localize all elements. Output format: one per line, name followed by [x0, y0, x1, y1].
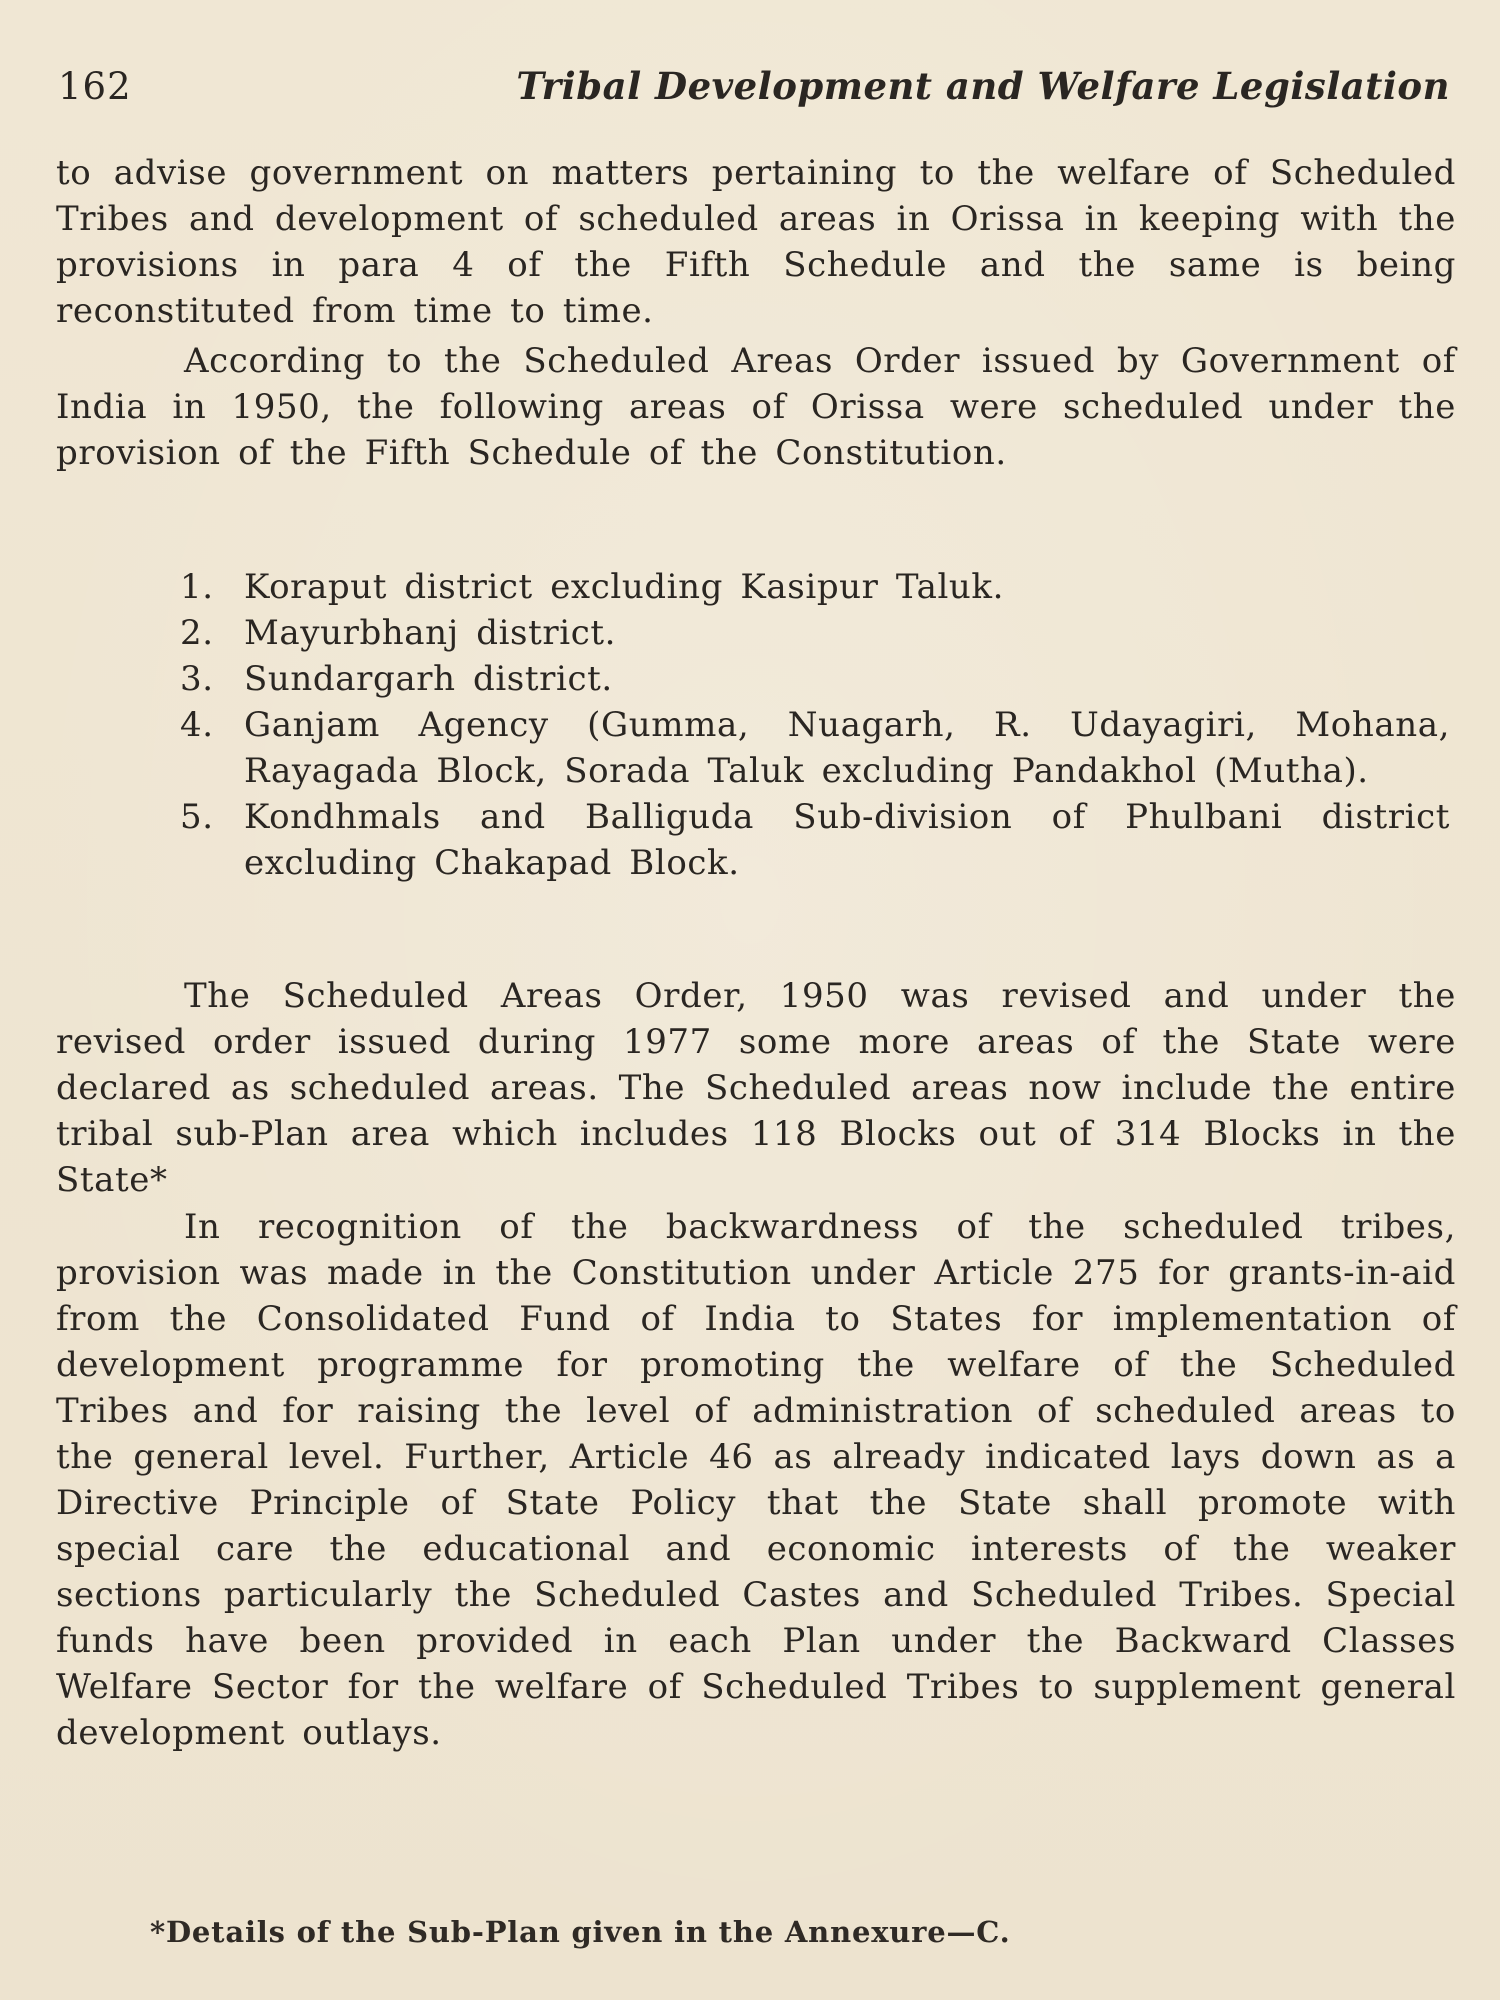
list-item — [180, 564, 1450, 610]
paragraph-scheduled-areas-order — [56, 338, 1456, 476]
list-item-number: 2. — [180, 613, 214, 653]
running-title: Tribal Development and Welfare Legislation — [516, 64, 1450, 108]
paragraph-text: In recognition of the backwardness of the scheduled tribes, provision was made in the Constitution under Article 275 for grants-in-aid from the Consolidated Fund of India to States for implementation of development programme for promoting the welfare of the Scheduled Tribes and for raising the level of administration of scheduled areas to the general level. Further, Article 46 as already indicated lays down as a Directive Principle of State Policy that the State shall promote with special care the educational and economic interests of the weaker sections particularly the Scheduled Castes and Scheduled Tribes. Special funds have been provided in each Plan under the Backward Classes Welfare Sector for the welfare of Scheduled Tribes to supplement general development outlays. — [56, 1207, 1456, 1753]
list-item-number: 4. — [180, 705, 214, 745]
paragraph-revised-order — [56, 973, 1456, 1203]
list-item-number: 5. — [180, 797, 214, 837]
paragraph-article-275 — [56, 1204, 1456, 1756]
list-item-text: Mayurbhanj district. — [244, 613, 617, 653]
list-item-text: Koraput district excluding Kasipur Taluk. — [244, 567, 1005, 607]
footnote: *Details of the Sub-Plan given in the Annexure—C. — [150, 1915, 1011, 1949]
scheduled-areas-list — [180, 564, 1450, 886]
paragraph-continued — [56, 150, 1456, 334]
paragraph-text: According to the Scheduled Areas Order issued by Government of India in 1950, the following areas of Orissa were scheduled under the provision of the Fifth Schedule of the Constitution. — [56, 341, 1456, 473]
list-item-number: 3. — [180, 659, 214, 699]
paragraph-text: to advise government on matters pertaining to the welfare of Scheduled Tribes and development of scheduled areas in Orissa in keeping with the provisions in para 4 of the Fifth Schedule and the same is being reconstituted from time to time. — [56, 153, 1456, 331]
list-item — [180, 702, 1450, 794]
paragraph-text: The Scheduled Areas Order, 1950 was revised and under the revised order issued during 1977 some more areas of the State were declared as scheduled areas. The Scheduled areas now include the entire tribal sub-Plan area which includes 118 Blocks out of 314 Blocks in the State* — [56, 976, 1456, 1200]
page-number: 162 — [58, 65, 132, 108]
list-item-text: Ganjam Agency (Gumma, Nuagarh, R. Udayagiri, Mohana, Rayagada Block, Sorada Taluk excluding Pandakhol (Mutha). — [244, 705, 1450, 791]
list-item-text: Sundargarh district. — [244, 659, 613, 699]
running-head — [58, 64, 1450, 114]
list-item — [180, 794, 1450, 886]
list-item-text: Kondhmals and Balliguda Sub-division of Phulbani district excluding Chakapad Block. — [244, 797, 1450, 883]
list-item — [180, 610, 1450, 656]
list-item-number: 1. — [180, 567, 214, 607]
list-item — [180, 656, 1450, 702]
